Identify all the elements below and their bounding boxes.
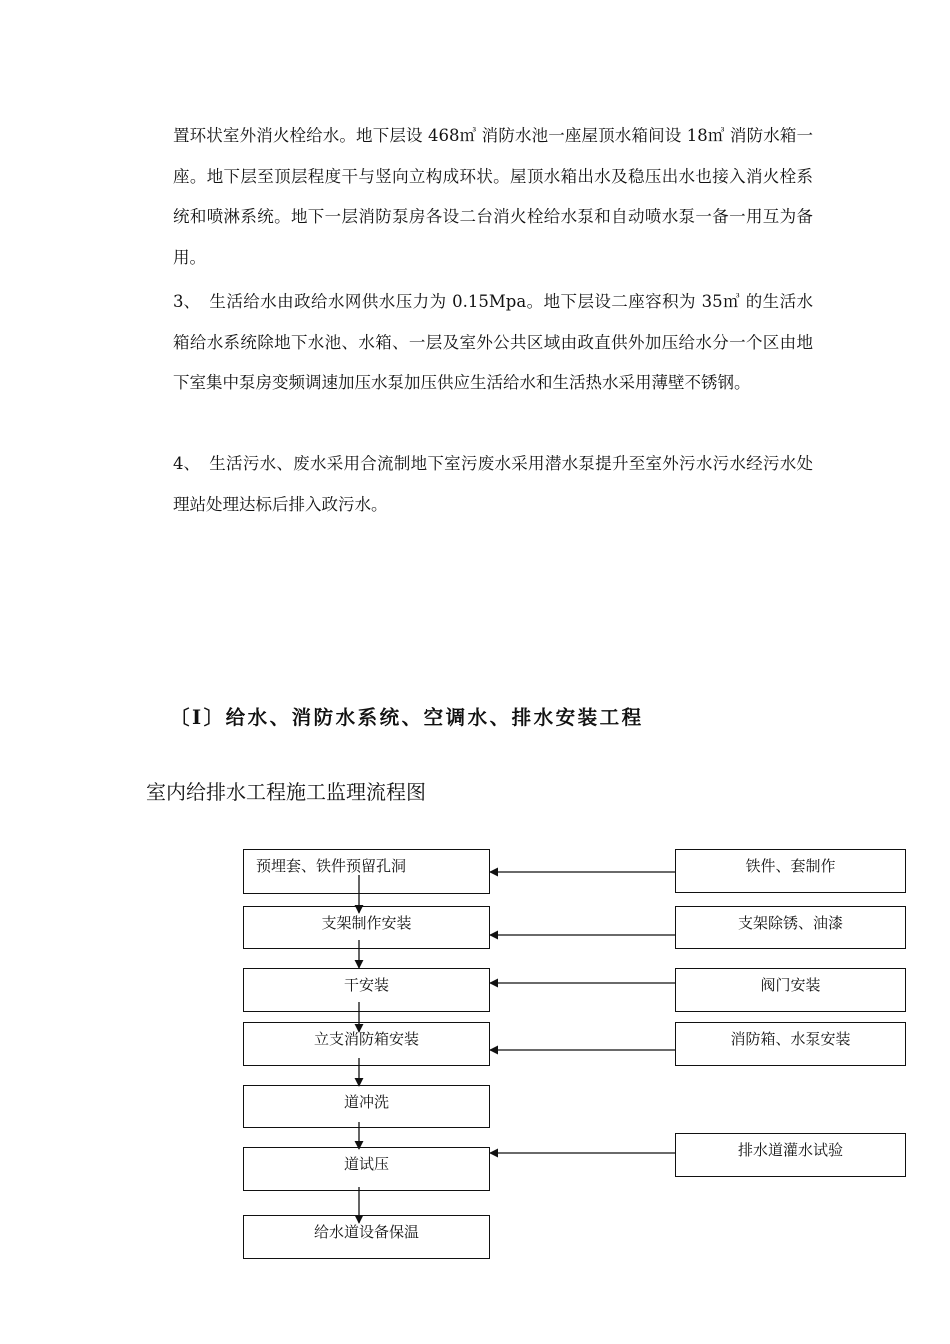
item-number-3: 3、 xyxy=(173,292,200,311)
side-step-drain-water-test: 排水道灌水试验 xyxy=(675,1133,906,1177)
flow-step-pressure-test: 道试压 xyxy=(243,1147,490,1191)
side-step-bracket-painting: 支架除锈、油漆 xyxy=(675,906,906,949)
flow-step-riser-hydrant-box: 立支消防箱安装 xyxy=(243,1022,490,1066)
section-heading: 〔Ⅰ〕给水、消防水系统、空调水、排水安装工程 xyxy=(170,706,644,729)
side-step-iron-sleeve-fabrication: 铁件、套制作 xyxy=(675,849,906,893)
flow-step-insulation: 给水道设备保温 xyxy=(243,1215,490,1259)
body-paragraph-3 xyxy=(173,444,813,525)
flow-step-pipe-flushing: 道冲洗 xyxy=(243,1085,490,1128)
flowchart-title: 室内给排水工程施工监理流程图 xyxy=(146,780,426,804)
flow-step-embed-sleeves: 预埋套、铁件预留孔洞 xyxy=(243,849,490,894)
body-paragraph-2 xyxy=(173,282,813,404)
body-paragraph-1: 置环状室外消火栓给水。地下层设 468㎥ 消防水池一座屋顶水箱间设 18㎥ 消防水箱一座。地下层至顶层程度干与竖向立构成环状。屋顶水箱出水及稳压出水也接入消火栓系统和喷淋系统。地下一层消防泵房各设二台消火栓给水泵和自动喷水泵一备一用互为备用。 xyxy=(173,126,813,267)
paragraph-3-text: 生活污水、废水采用合流制地下室污废水采用潜水泵提升至室外污水污水经污水处理站处理达标后排入政污水。 xyxy=(173,454,813,514)
item-number-4: 4、 xyxy=(173,454,200,473)
side-step-valve-install: 阀门安装 xyxy=(675,968,906,1012)
flow-step-bracket-install: 支架制作安装 xyxy=(243,906,490,949)
side-step-hydrant-pump-install: 消防箱、水泵安装 xyxy=(675,1022,906,1066)
paragraph-2-text: 生活给水由政给水网供水压力为 0.15Mpa。地下层设二座容积为 35㎥ 的生活水箱给水系统除地下水池、水箱、一层及室外公共区域由政直供外加压给水分一个区由地下室集中泵房变频调速加压水泵加压供应生活给水和生活热水采用薄壁不锈钢。 xyxy=(173,292,813,392)
flow-step-main-pipe-install: 干安装 xyxy=(243,968,490,1012)
